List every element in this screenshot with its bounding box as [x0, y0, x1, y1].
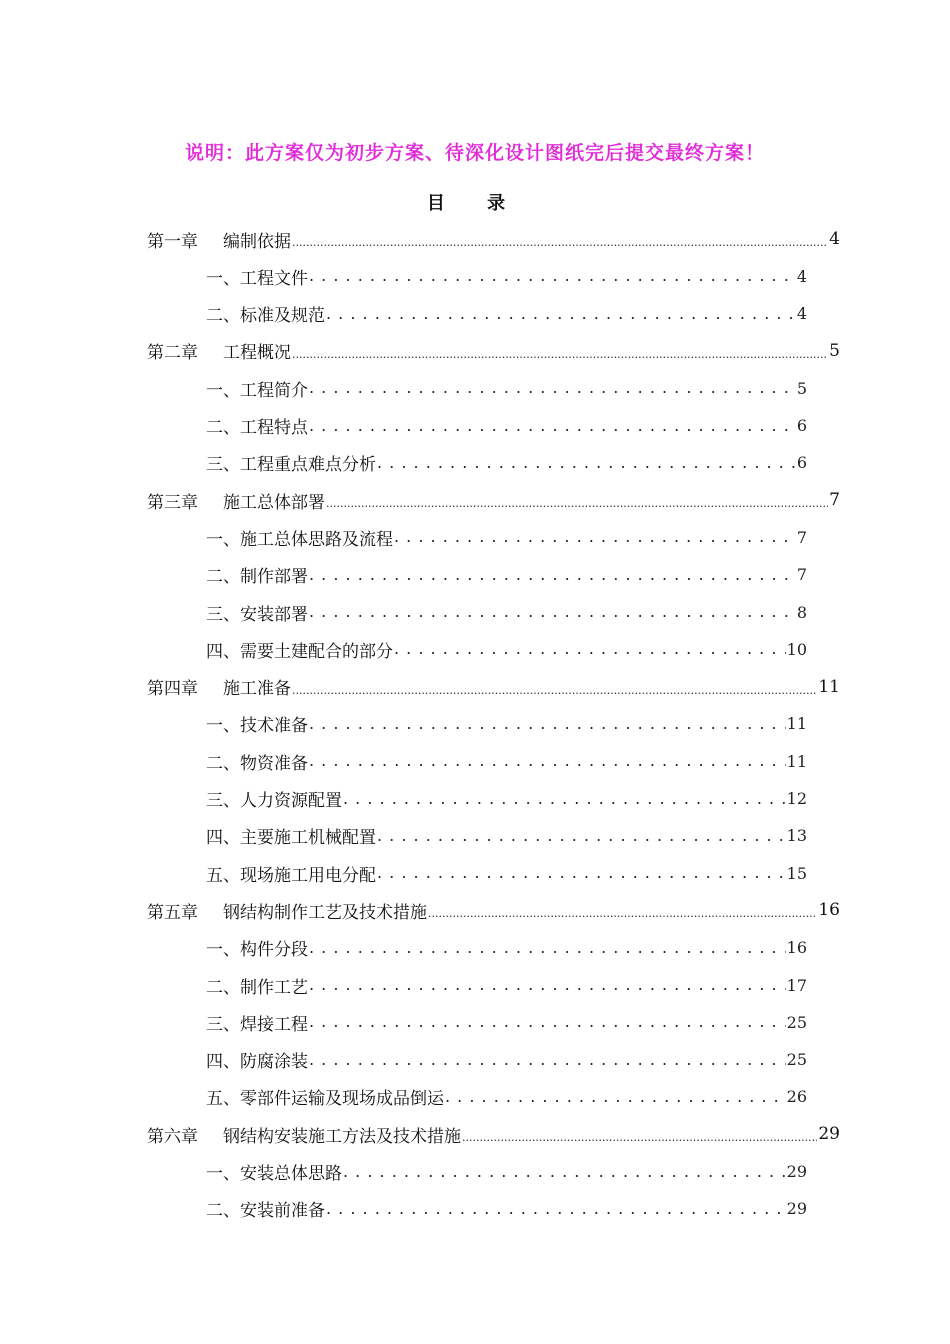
toc-entry-title: 五、现场施工用电分配: [206, 865, 376, 886]
toc-chapter-number: 第五章: [147, 902, 198, 923]
toc-page-number: 25: [786, 1050, 807, 1070]
toc-entry-title: 二、安装前准备: [206, 1201, 325, 1222]
toc-dot-leader: [309, 1011, 786, 1033]
toc-entry-title: 三、焊接工程: [206, 1014, 308, 1035]
toc-page-number: 15: [786, 863, 807, 883]
toc-entry-title: 施工准备: [223, 679, 291, 700]
toc-dot-leader: [292, 676, 817, 698]
toc-page-number: 11: [786, 751, 807, 771]
toc-title: 目 录: [426, 193, 524, 214]
toc-entry-title: 四、需要土建配合的部分: [206, 641, 393, 662]
toc-dot-leader: [309, 713, 786, 735]
toc-section-entry[interactable]: [206, 930, 807, 966]
toc-entry-title: 五、零部件运输及现场成品倒运: [206, 1089, 444, 1110]
toc-entry-title: 一、工程文件: [206, 268, 308, 289]
toc-page-number: 10: [786, 639, 807, 659]
toc-dot-leader: [377, 452, 796, 474]
toc-section-entry[interactable]: [206, 519, 807, 555]
toc-dot-leader: [292, 340, 828, 362]
toc-page-number: 29: [786, 1162, 807, 1181]
toc-entry-title: 四、防腐涂装: [206, 1052, 308, 1073]
toc-dot-leader: [343, 788, 786, 810]
toc-page-number: 11: [786, 714, 807, 734]
toc-dot-leader: [292, 228, 828, 250]
toc-chapter-entry[interactable]: [147, 333, 840, 369]
toc-entry-title: 三、人力资源配置: [206, 791, 342, 811]
toc-chapter-number: 第四章: [147, 679, 198, 700]
toc-page-number: 5: [796, 378, 807, 398]
toc-section-entry[interactable]: [206, 1191, 807, 1227]
toc-section-entry[interactable]: [206, 631, 807, 667]
toc-dot-leader: [309, 601, 796, 623]
toc-page-number: 5: [829, 340, 840, 361]
toc-dot-leader: [309, 564, 796, 586]
toc-section-entry[interactable]: [206, 855, 807, 891]
toc-section-entry[interactable]: [206, 1079, 807, 1115]
toc-section-entry[interactable]: [206, 1154, 807, 1190]
toc-section-entry[interactable]: [206, 1042, 807, 1078]
toc-dot-leader: [326, 303, 796, 325]
toc-dot-leader: [309, 265, 796, 287]
toc-page-number: 16: [818, 900, 840, 921]
toc-page-number: 8: [796, 602, 807, 622]
toc-section-entry[interactable]: [206, 967, 807, 1003]
toc-dot-leader: [309, 415, 796, 437]
toc-page-number: 29: [786, 1199, 807, 1219]
toc-page-number: 7: [829, 490, 840, 511]
toc-dot-leader: [309, 1049, 786, 1071]
toc-section-entry[interactable]: [206, 818, 807, 854]
toc-dot-leader: [394, 526, 796, 548]
toc-entry-title: 三、安装部署: [206, 604, 308, 625]
toc-dot-leader: [326, 489, 828, 511]
toc-section-entry[interactable]: [206, 1004, 807, 1040]
toc-chapter-entry[interactable]: [147, 892, 840, 928]
toc-entry-title: 二、标准及规范: [206, 306, 325, 327]
toc-dot-leader: [377, 862, 786, 884]
toc-chapter-entry[interactable]: [147, 1116, 840, 1152]
toc-dot-leader: [428, 899, 817, 921]
toc-chapter-number: 第三章: [147, 492, 198, 513]
toc-entry-title: 二、制作部署: [206, 567, 308, 588]
toc-page-number: 6: [796, 453, 807, 473]
toc-page-number: 11: [818, 676, 840, 697]
toc-dot-leader: [309, 974, 786, 996]
toc-section-entry[interactable]: [206, 781, 807, 817]
toc-dot-leader: [309, 377, 796, 399]
toc-dot-leader: [309, 750, 786, 772]
toc-dot-leader: [343, 1161, 786, 1183]
toc-page-number: 4: [796, 304, 807, 324]
toc-dot-leader: [462, 1123, 817, 1145]
toc-section-entry[interactable]: [206, 706, 807, 742]
toc-page-number: 4: [796, 266, 807, 286]
toc-entry-title: 二、制作工艺: [206, 977, 308, 998]
toc-section-entry[interactable]: [206, 408, 807, 444]
toc-entry-title: 编制依据: [223, 231, 291, 252]
toc-entry-title: 钢结构安装施工方法及技术措施: [223, 1126, 461, 1147]
toc-section-entry[interactable]: [206, 258, 807, 294]
toc-page-number: 29: [818, 1124, 840, 1145]
toc-page-number: 12: [786, 789, 807, 808]
toc-chapter-number: 第一章: [147, 231, 198, 252]
toc-dot-leader: [394, 638, 786, 660]
toc-entry-title: 二、工程特点: [206, 418, 308, 438]
toc-chapter-number: 第六章: [147, 1126, 198, 1147]
toc-dot-leader: [377, 825, 786, 847]
toc-entry-title: 钢结构制作工艺及技术措施: [223, 902, 427, 923]
toc-section-entry[interactable]: [206, 594, 807, 630]
draft-notice: 说明：此方案仅为初步方案、待深化设计图纸完后提交最终方案！: [184, 142, 765, 164]
toc-section-entry[interactable]: [206, 370, 807, 406]
toc-page-number: 7: [796, 565, 807, 585]
toc-chapter-number: 第二章: [147, 343, 198, 364]
toc-entry-title: 施工总体部署: [223, 492, 325, 513]
toc-dot-leader: [445, 1086, 786, 1108]
toc-chapter-entry[interactable]: [147, 482, 840, 518]
toc-page-number: 17: [786, 975, 807, 995]
toc-entry-title: 一、构件分段: [206, 940, 308, 961]
toc-entry-title: 四、主要施工机械配置: [206, 828, 376, 849]
toc-page-number: 4: [829, 229, 840, 249]
toc-entry-title: 工程概况: [223, 343, 291, 364]
toc-section-entry[interactable]: [206, 557, 807, 593]
toc-section-entry[interactable]: [206, 445, 807, 481]
toc-entry-title: 一、安装总体思路: [206, 1164, 342, 1184]
toc-section-entry[interactable]: [206, 296, 807, 332]
toc-chapter-entry[interactable]: [147, 221, 840, 257]
toc-dot-leader: [309, 937, 786, 959]
toc-entry-title: 二、物资准备: [206, 753, 308, 774]
toc-page-number: 6: [796, 416, 807, 435]
toc-page-number: 13: [786, 826, 807, 846]
toc-dot-leader: [326, 1198, 786, 1220]
toc-entry-title: 一、技术准备: [206, 716, 308, 737]
toc-page-number: 25: [786, 1012, 807, 1032]
toc-page-number: 7: [796, 527, 807, 547]
toc-entry-title: 一、工程简介: [206, 380, 308, 401]
toc-entry-title: 一、施工总体思路及流程: [206, 529, 393, 550]
toc-section-entry[interactable]: [206, 743, 807, 779]
toc-page-number: 16: [786, 938, 807, 958]
toc-chapter-entry[interactable]: [147, 669, 840, 705]
toc-page-number: 26: [786, 1087, 807, 1107]
toc-entry-title: 三、工程重点难点分析: [206, 455, 376, 476]
